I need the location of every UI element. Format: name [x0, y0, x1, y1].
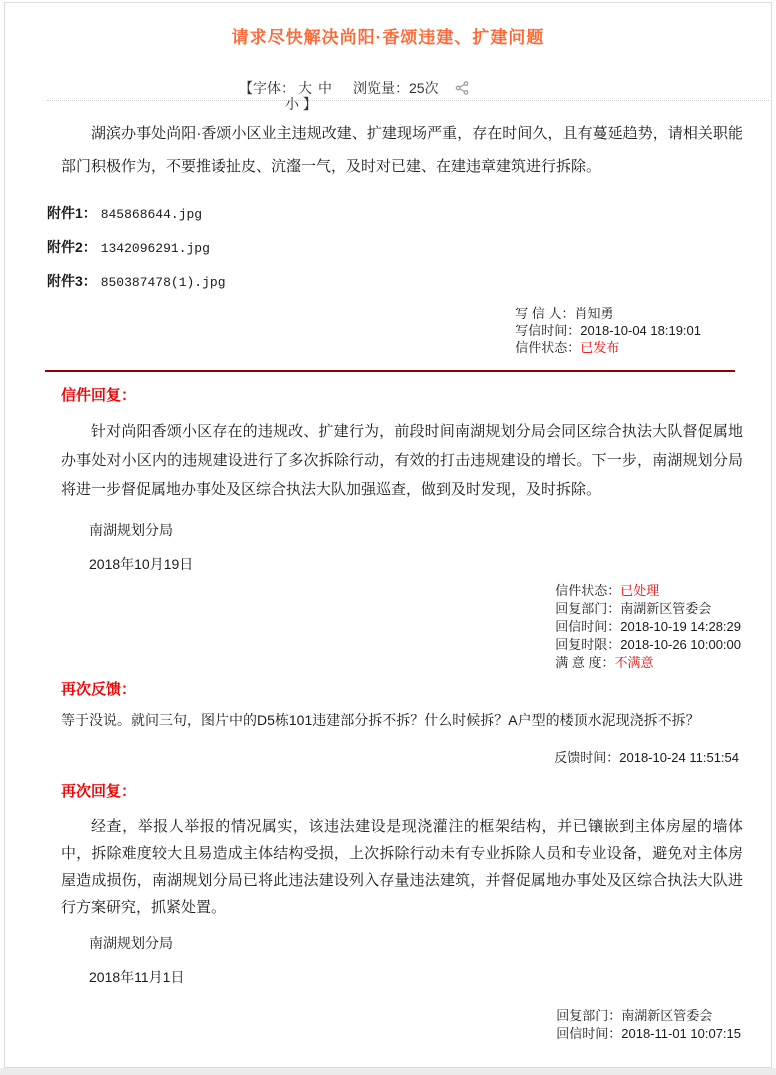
write-time-value: 2018-10-04 18:19:01: [580, 323, 701, 338]
meta-row: [555, 618, 741, 636]
reply-time-value: 2018-10-19 14:28:29: [620, 619, 741, 634]
meta-row: [555, 654, 741, 672]
letter-status-badge: 已发布: [580, 340, 620, 355]
reply2-sign-date: 2018年11月1日: [89, 969, 185, 985]
reply2-time-value: 2018-11-01 10:07:15: [621, 1026, 741, 1041]
reply-dept-value: 南湖新区管委会: [620, 601, 712, 616]
feedback-time-value: 2018-10-24 11:51:54: [619, 750, 739, 765]
reply-sign-date: 2018年10月19日: [89, 556, 194, 572]
page-bottom-strip: [0, 1068, 776, 1075]
font-size-large-button[interactable]: 大: [298, 80, 312, 96]
feedback-section-heading: 再次反馈：: [61, 681, 137, 698]
reply2-dept-value: 南湖新区管委会: [621, 1008, 713, 1023]
write-time-label: 写信时间：: [515, 323, 581, 338]
reply-section-heading: 信件回复：: [61, 387, 137, 404]
reply2-time-label: 回信时间：: [556, 1026, 622, 1041]
reply-time-label: 回信时间：: [555, 619, 621, 634]
font-size-medium-button[interactable]: 中: [318, 80, 332, 96]
share-icon[interactable]: [455, 81, 469, 98]
feedback-body-text: 等于没说。就问三句，图片中的D5栋101违建部分拆不拆？什么时候拆？A户型的楼顶水泥现浇拆不拆？: [61, 712, 700, 728]
letter-meta-block: [515, 305, 701, 356]
writer-label: 写 信 人：: [515, 306, 575, 321]
attachment-file-link[interactable]: 845868644.jpg: [100, 207, 203, 222]
font-size-small-button-clipped[interactable]: 小 】: [285, 96, 317, 112]
satisfaction-badge: 不满意: [614, 655, 654, 670]
font-size-label: 【字体：: [239, 80, 295, 96]
views-label: 浏览量：: [353, 80, 409, 96]
reply2-section-heading: 再次回复：: [61, 783, 137, 800]
satisfaction-label: 满 意 度：: [555, 655, 615, 670]
toolbar: [239, 78, 771, 112]
meta-row: [515, 339, 701, 356]
reply2-body-text: 经查，举报人举报的情况属实，该违法建设是现浇灌注的框架结构，并已镶嵌到主体房屋的墙体中，拆除难度较大且易造成主体结构受损，上次拆除行动未有专业拆除人员和专业设备，避免对主体房屋造成损伤，南湖规划分局已将此违法建设列入存量违法建筑，并督促属地办事处及区综合执法大队进行方案研究，抓紧处置。: [61, 818, 743, 916]
meta-row: [555, 600, 741, 618]
meta-row: [555, 582, 741, 600]
reply-status-badge: 已处理: [620, 583, 660, 598]
feedback-time-row: [554, 747, 739, 766]
attachment-row: [47, 237, 771, 257]
letter-detail-panel: [4, 2, 772, 1068]
meta-row: [556, 1007, 741, 1025]
attachment-row: [47, 271, 771, 291]
views-count: 25次: [409, 80, 439, 96]
attachment-row: [47, 203, 771, 223]
meta-row: [555, 636, 741, 654]
attachments-list: [47, 203, 771, 291]
red-divider: [45, 370, 735, 372]
reply-body-text: 针对尚阳香颂小区存在的违规改、扩建行为，前段时间南湖规划分局会同区综合执法大队督促属地办事处对小区内的违规建设进行了多次拆除行动，有效的打击违规建设的增长。下一步，南湖规划分局将进一步督促属地办事处及区综合执法大队加强巡查，做到及时发现，及时拆除。: [61, 423, 743, 498]
dotted-divider: [47, 100, 769, 101]
reply-signer: 南湖规划分局: [89, 522, 173, 538]
meta-row: [515, 305, 701, 322]
feedback-time-label: 反馈时间：: [554, 750, 620, 765]
reply-deadline-value: 2018-10-26 10:00:00: [620, 637, 741, 652]
reply-meta-block: [555, 582, 741, 672]
writer-value: 肖知勇: [574, 306, 614, 321]
reply2-dept-label: 回复部门：: [556, 1008, 622, 1023]
reply-deadline-label: 回复时限：: [555, 637, 621, 652]
reply-dept-label: 回复部门：: [555, 601, 621, 616]
page-title: 请求尽快解决尚阳·香颂违建、扩建问题: [231, 28, 545, 47]
attachment-label: 附件2：: [47, 239, 97, 255]
attachment-label: 附件1：: [47, 205, 97, 221]
attachment-label: 附件3：: [47, 273, 97, 289]
meta-row: [515, 322, 701, 339]
letter-body-text: 湖滨办事处尚阳·香颂小区业主违规改建、扩建现场严重，存在时间久，且有蔓延趋势，请相关职能部门积极作为，不要推诿扯皮、沆瀣一气，及时对已建、在建违章建筑进行拆除。: [61, 125, 743, 175]
attachment-file-link[interactable]: 1342096291.jpg: [100, 241, 210, 256]
reply-status-label: 信件状态：: [555, 583, 621, 598]
attachment-file-link[interactable]: 850387478(1).jpg: [100, 275, 226, 290]
letter-status-label: 信件状态：: [515, 340, 581, 355]
reply2-meta-block: [556, 1007, 741, 1043]
reply2-signer: 南湖规划分局: [89, 935, 173, 951]
meta-row: [556, 1025, 741, 1043]
